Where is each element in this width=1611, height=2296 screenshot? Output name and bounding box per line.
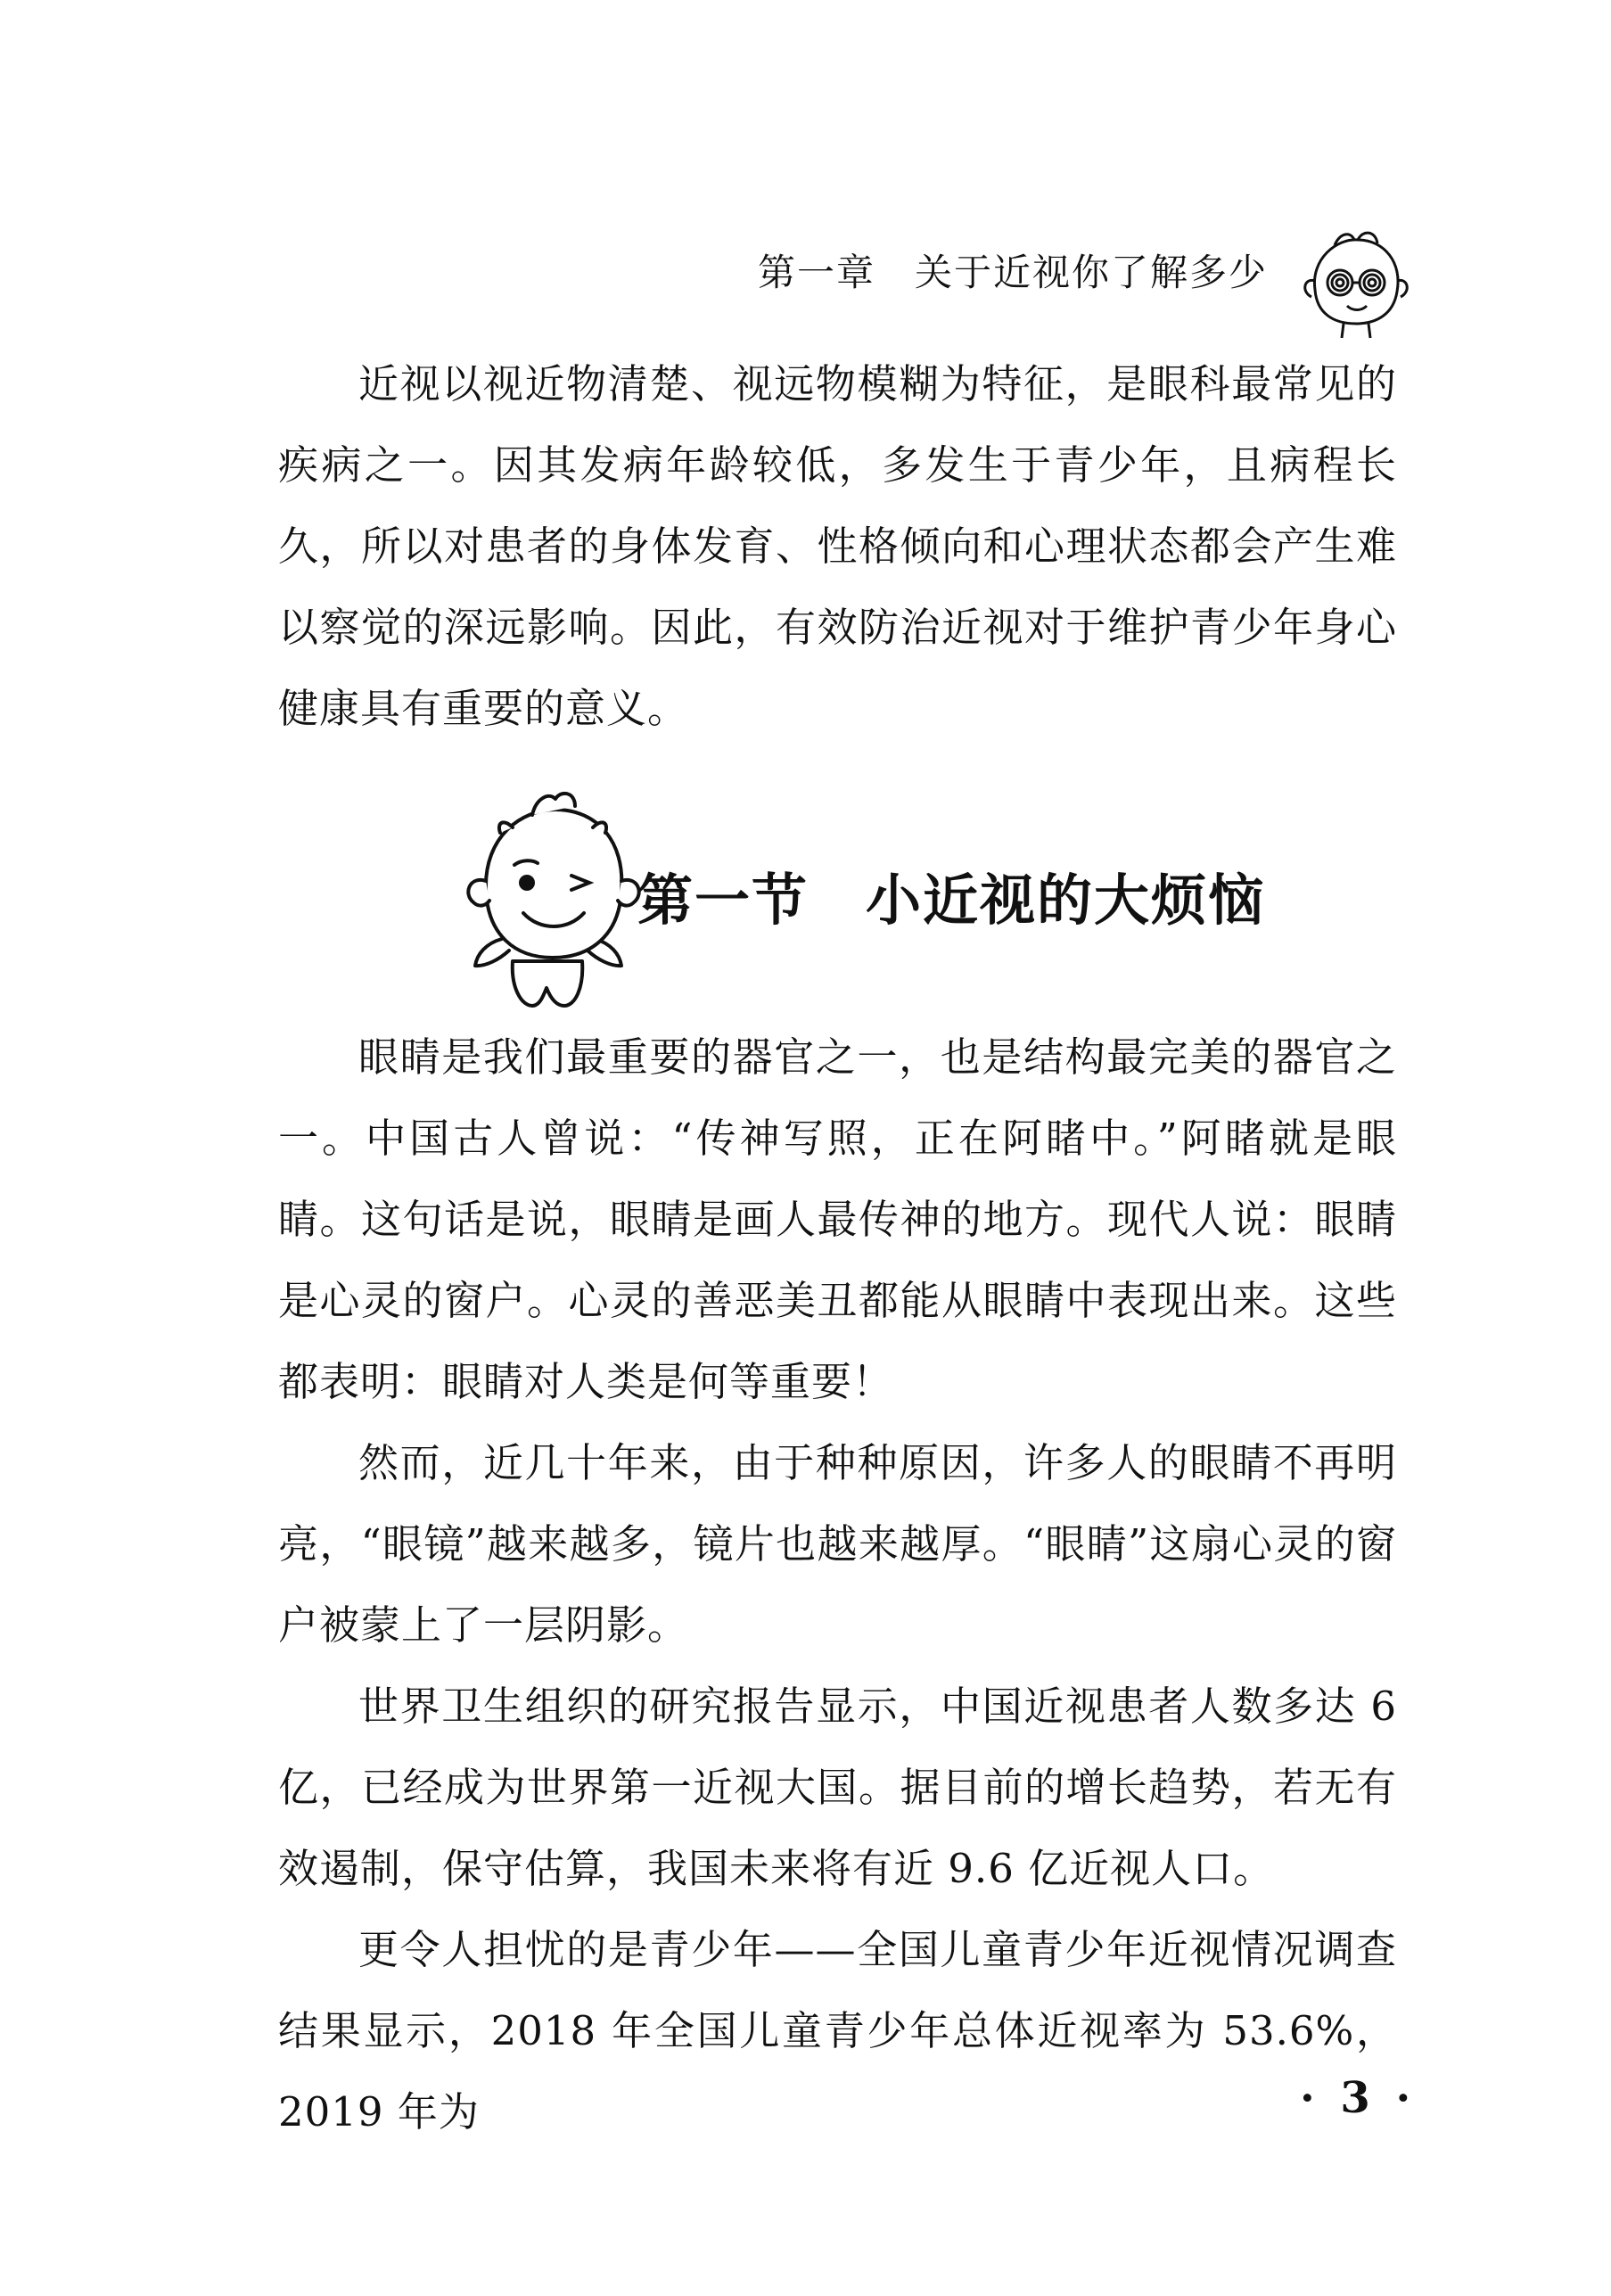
intro-text xyxy=(278,343,1397,749)
paragraph: 眼睛是我们最重要的器官之一，也是结构最完美的器官之一。中国古人曾说：“传神写照，正在阿睹中。”阿睹就是眼睛。这句话是说，眼睛是画人最传神的地方。现代人说：眼睛是心灵的窗户。心灵的善恶美丑都能从眼睛中表现出来。这些都表明：眼睛对人类是何等重要！ xyxy=(278,1033,1397,1405)
paragraph: 世界卫生组织的研究报告显示，中国近视患者人数多达 6 亿，已经成为世界第一近视大国。据目前的增长趋势，若无有效遏制，保守估算，我国未来将有近 9.6 亿近视人口。 xyxy=(278,1683,1397,1892)
main-text xyxy=(278,1016,1397,2152)
dizzy-eyes-mascot-icon xyxy=(1288,227,1422,343)
section-title: 第一节 小近视的大烦恼 xyxy=(637,868,1266,933)
running-header xyxy=(0,227,1611,343)
paragraph: 近视以视近物清楚、视远物模糊为特征，是眼科最常见的疾病之一。因其发病年龄较低，多发生于青少年，且病程长久，所以对患者的身体发育、性格倾向和心理状态都会产生难以察觉的深远影响。因此，有效防治近视对于维护青少年身心健康具有重要的意义。 xyxy=(278,360,1397,732)
page-number: · 3 · xyxy=(1300,2073,1417,2123)
winking-mascot-icon xyxy=(450,783,655,1015)
section-heading xyxy=(450,783,1431,1015)
paragraph: 然而，近几十年来，由于种种原因，许多人的眼睛不再明亮，“眼镜”越来越多，镜片也越来越厚。“眼睛”这扇心灵的窗户被蒙上了一层阴影。 xyxy=(278,1439,1397,1649)
chapter-title: 第一章 关于近视你了解多少 xyxy=(757,251,1268,294)
paragraph: 更令人担忧的是青少年——全国儿童青少年近视情况调查结果显示，2018 年全国儿童青少年总体近视率为 53.6%，2019 年为 xyxy=(278,1926,1397,2136)
